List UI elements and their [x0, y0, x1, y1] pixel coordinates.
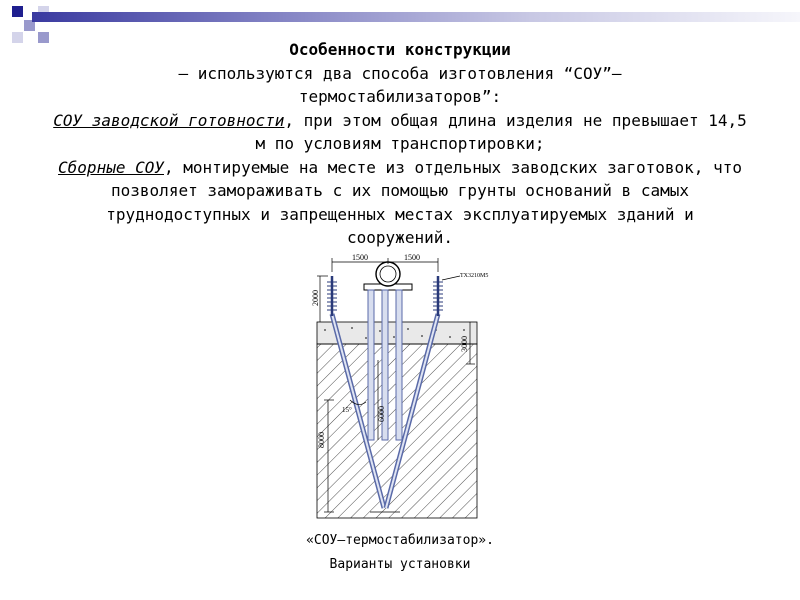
item-factory-ready — [50, 109, 750, 156]
deco-square — [38, 32, 49, 43]
dim-center: 6000 — [377, 406, 386, 422]
item-assembled-text: , монтируемые на месте из отдельных заводских заготовок, что позволяет замораживать с их помощью грунты оснований в самых труднодоступных и запрещенных местах эксплуатируемых зданий и сооружений. — [106, 157, 742, 247]
condenser-right — [433, 276, 443, 316]
installation-diagram — [300, 250, 500, 530]
item-assembled-term: Сборные СОУ — [58, 157, 164, 177]
dim-left-upper: 2000 — [311, 290, 320, 306]
deco-gradient-bar — [32, 12, 800, 22]
vertical-pipe-right — [396, 290, 402, 440]
dim-top-left: 1500 — [352, 253, 368, 262]
vertical-pipe-left — [368, 290, 374, 440]
intro-line-2: термостабилизаторов”: — [298, 87, 502, 106]
device-label: ТХ3210М5 — [460, 273, 489, 279]
angle-label: 15° — [342, 406, 352, 414]
item-assembled — [50, 156, 750, 250]
slide-heading: Особенности конструкции — [289, 40, 511, 59]
deco-square — [12, 6, 23, 17]
item-factory-ready-term: СОУ заводской готовности — [53, 110, 285, 130]
dim-right: 3000 — [460, 336, 469, 352]
header-pipe-inner — [380, 266, 396, 282]
item-factory-ready-text: , при этом общая длина изделия не превышает 14,5 м по условиям транспортировки; — [255, 110, 747, 153]
slide-body — [50, 38, 750, 250]
deco-square — [12, 32, 23, 43]
figure-caption: «СОУ–термостабилизатор». — [306, 533, 494, 548]
figure-subcaption: Варианты установки — [329, 557, 471, 572]
dim-top-right: 1500 — [404, 253, 420, 262]
condenser-left — [327, 276, 337, 316]
intro-line-1: – используются два способа изготовления “СОУ”– — [178, 63, 622, 83]
dim-left-lower: 8000 — [317, 432, 326, 448]
